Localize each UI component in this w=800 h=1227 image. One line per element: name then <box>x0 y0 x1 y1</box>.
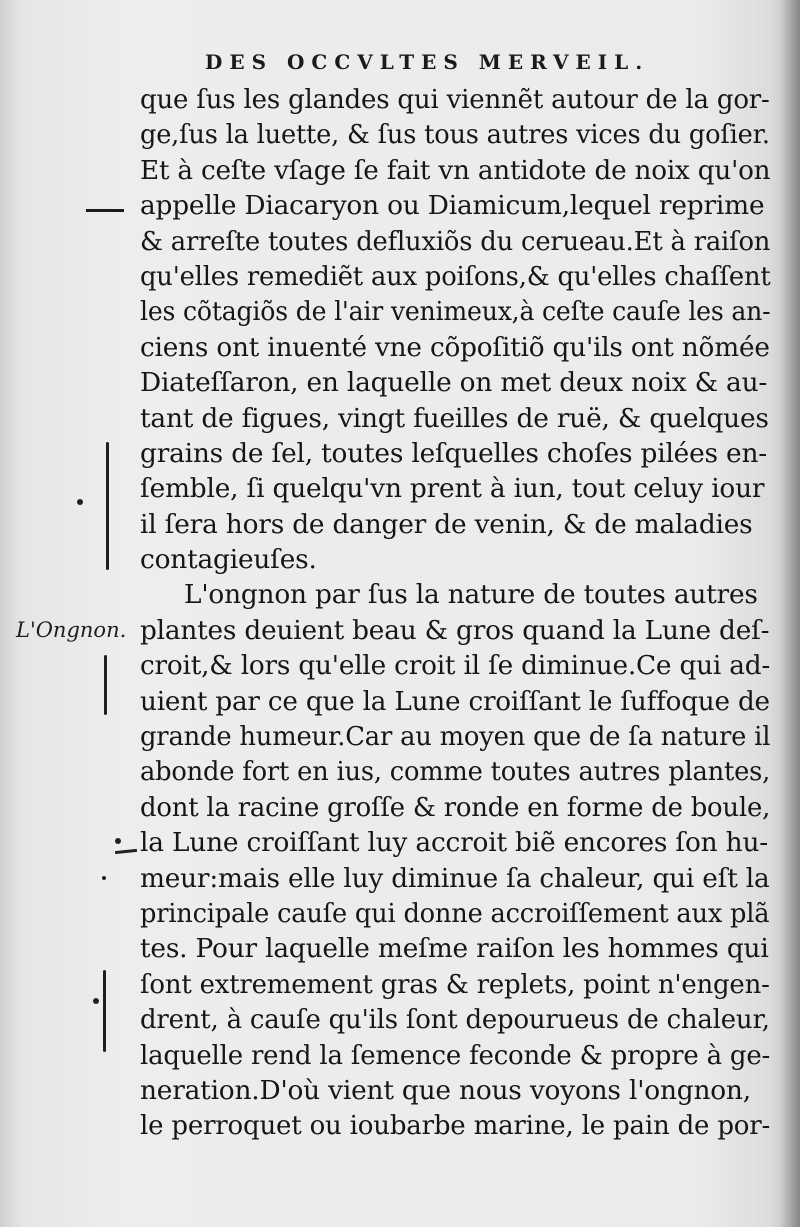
text-line: dont la racine groſſe & ronde en forme de boule, <box>140 791 771 823</box>
text-line: tant de figues, vingt fueilles de ruë, & quelques <box>140 402 769 434</box>
text-line: la Lune croiſſant luy accroit biẽ encores ſon hu- <box>140 827 768 859</box>
text-line: Diateſſaron, en laquelle on met deux noix & au- <box>140 367 768 399</box>
text-line: abonde fort en ius, comme toutes autres plantes, <box>140 756 771 788</box>
margin-bracket-mark <box>104 655 107 715</box>
margin-bracket-mark <box>106 442 109 570</box>
text-line: neration.D'où vient que nous voyons l'ongnon, <box>140 1074 751 1106</box>
text-line: ge,ſus la luette, & ſus tous autres vices du goſier. <box>140 119 770 151</box>
page-shadow <box>780 0 800 1227</box>
text-line: uient par ce que la Lune croiſſant le ſuffoque de <box>140 685 770 717</box>
margin-dot-mark <box>115 838 121 844</box>
margin-stroke-mark <box>115 849 137 854</box>
text-line: grande humeur.Car au moyen que de ſa nature il <box>140 721 771 753</box>
text-line: drent, à cauſe qu'ils ſont depourueus de chaleur, <box>140 1004 770 1036</box>
text-line: & arreſte toutes defluxiõs du cerueau.Et à raiſon <box>140 225 771 257</box>
text-line: il ſera hors de danger de venin, & de maladies <box>140 508 753 540</box>
running-head: DES OCCVLTES MERVEIL. <box>205 50 650 74</box>
body-text <box>140 82 770 1144</box>
text-line: grains de ſel, toutes leſquelles choſes pilées en- <box>140 437 767 469</box>
text-line: plantes deuient beau & gros quand la Lune deſ- <box>140 614 770 646</box>
text-line: ciens ont inuenté vne cõpoſitiõ qu'ils ont nõmée <box>140 331 770 363</box>
margin-bracket-mark <box>103 970 106 1052</box>
text-line: laquelle rend la ſemence feconde & propre à ge- <box>140 1039 771 1071</box>
text-line: croit,& lors qu'elle croit il ſe diminue.Ce qui ad- <box>140 650 771 682</box>
text-line: Et à ceſte vſage ſe fait vn antidote de noix qu'on <box>140 154 771 186</box>
text-line: L'ongnon par ſus la nature de toutes autres <box>184 579 758 611</box>
margin-dot-mark <box>77 499 83 505</box>
margin-dash-mark <box>86 209 124 212</box>
text-line: qu'elles remediẽt aux poiſons,& qu'elles chaſſent <box>140 260 771 292</box>
marginal-note: L'Ongnon. <box>16 618 127 642</box>
text-line: appelle Diacaryon ou Diamicum,lequel reprime <box>140 190 765 222</box>
text-line: ſont extremement gras & replets, point n'engen- <box>140 968 770 1000</box>
text-line: meur:mais elle luy diminue ſa chaleur, qui eſt la <box>140 862 770 894</box>
text-line: le perroquet ou ioubarbe marine, le pain de por- <box>140 1110 771 1142</box>
text-line: que ſus les glandes qui viennẽt autour de la gor- <box>140 84 770 115</box>
margin-dot-mark <box>93 998 99 1004</box>
margin-dot-mark <box>102 876 106 880</box>
text-line: tes. Pour laquelle meſme raiſon les hommes qui <box>140 933 769 965</box>
text-line: les cõtagiõs de l'air venimeux,à ceſte cauſe les an- <box>140 296 771 328</box>
text-line: contagieuſes. <box>140 544 317 576</box>
text-line: ſemble, ſi quelqu'vn prent à iun, tout celuy iour <box>140 473 765 505</box>
text-line: principale cauſe qui donne accroiſſement aux plã <box>140 897 770 929</box>
